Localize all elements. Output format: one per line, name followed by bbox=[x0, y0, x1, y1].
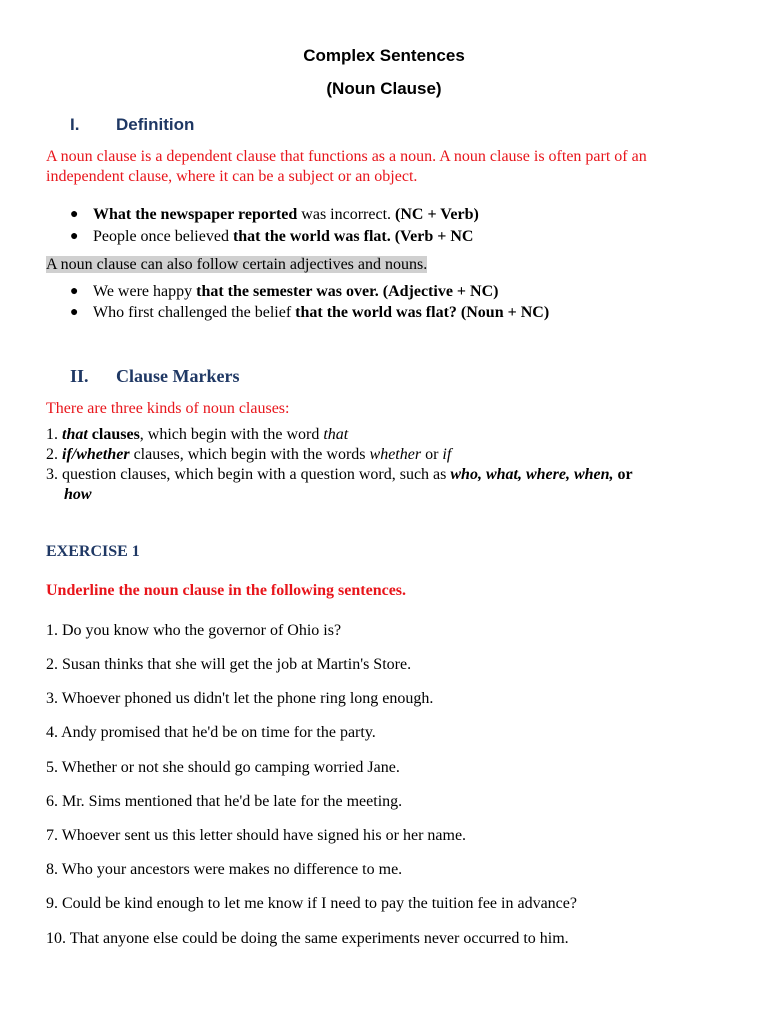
list-item: 6. Mr. Sims mentioned that he'd be late for the meeting. bbox=[46, 793, 403, 810]
list-item: 7. Whoever sent us this letter should have signed his or her name. bbox=[46, 827, 467, 844]
list-item: 8. Who your ancestors were makes no difference to me. bbox=[46, 861, 403, 878]
marker-2-em2: whether bbox=[369, 446, 422, 463]
list-item: 2. Susan thinks that she will get the job at Martin's Store. bbox=[46, 656, 412, 673]
clause-markers-intro: There are three kinds of noun clauses: bbox=[46, 400, 290, 417]
example-a-2-bold: that the world was flat. (Verb + NC bbox=[232, 228, 474, 245]
marker-3-number: 3. bbox=[46, 466, 58, 483]
example-a-1-bold: What the newspaper reported bbox=[93, 206, 298, 223]
marker-1-em2: that bbox=[323, 426, 349, 443]
marker-2-em3: if bbox=[442, 446, 452, 463]
marker-3-cont: how bbox=[64, 486, 92, 503]
list-item: 9. Could be kind enough to let me know if I need to pay the tuition fee in advance? bbox=[46, 895, 577, 912]
note-text: A noun clause can also follow certain adjectives and nouns. bbox=[46, 256, 428, 273]
marker-2-number: 2. bbox=[46, 446, 58, 463]
section-1-number: I. bbox=[70, 115, 80, 134]
marker-item-2 bbox=[46, 445, 451, 465]
marker-1-bold: clauses bbox=[87, 426, 140, 443]
document-subtitle: (Noun Clause) bbox=[326, 79, 442, 98]
example-b-2-normal: Who first challenged the belief bbox=[93, 304, 296, 321]
example-a-1-tag: (NC + Verb) bbox=[395, 206, 479, 223]
example-b-1-bold: that the semester was over. (Adjective + NC) bbox=[196, 283, 499, 300]
marker-1-number: 1. bbox=[46, 426, 58, 443]
marker-item-3 bbox=[46, 465, 633, 485]
bullet-icon: ● bbox=[70, 284, 79, 299]
marker-item-3-cont bbox=[64, 485, 92, 505]
section-2-number: II. bbox=[70, 366, 89, 386]
bullet-icon: ● bbox=[70, 207, 79, 222]
example-a-2 bbox=[93, 228, 473, 246]
list-item: 3. Whoever phoned us didn't let the phone ring long enough. bbox=[46, 690, 434, 707]
section-1-heading: Definition bbox=[116, 115, 195, 134]
example-a-1-normal: was incorrect. bbox=[297, 206, 396, 223]
example-b-2 bbox=[93, 304, 549, 322]
section-2-heading: Clause Markers bbox=[116, 366, 240, 386]
example-b-2-bold: that the world was flat? (Noun + NC) bbox=[295, 304, 550, 321]
example-a-2-normal: People once believed bbox=[93, 228, 233, 245]
marker-2-em: if/whether bbox=[62, 446, 130, 463]
marker-2-rest2: or bbox=[421, 446, 443, 463]
exercise-title: EXERCISE 1 bbox=[46, 543, 140, 560]
list-item: 5. Whether or not she should go camping worried Jane. bbox=[46, 759, 400, 776]
marker-3-rest2: or bbox=[613, 466, 633, 483]
list-item: 1. Do you know who the governor of Ohio is? bbox=[46, 622, 342, 639]
marker-2-rest: clauses, which begin with the words bbox=[129, 446, 370, 463]
marker-3-rest: question clauses, which begin with a question word, such as bbox=[62, 466, 451, 483]
marker-1-em: that bbox=[62, 426, 88, 443]
marker-item-1 bbox=[46, 425, 348, 445]
example-b-1-normal: We were happy bbox=[93, 283, 197, 300]
definition-line-1: A noun clause is a dependent clause that functions as a noun. A noun clause is often part of an bbox=[46, 148, 647, 165]
note-highlight bbox=[46, 255, 427, 275]
list-item: 10. That anyone else could be doing the same experiments never occurred to him. bbox=[46, 930, 569, 947]
exercise-instruction: Underline the noun clause in the following sentences. bbox=[46, 582, 407, 599]
document-title: Complex Sentences bbox=[303, 46, 465, 65]
example-a-1 bbox=[93, 206, 479, 224]
bullet-icon: ● bbox=[70, 305, 79, 320]
bullet-icon: ● bbox=[70, 229, 79, 244]
definition-line-2: independent clause, where it can be a subject or an object. bbox=[46, 168, 418, 185]
marker-1-rest: , which begin with the word bbox=[139, 426, 324, 443]
marker-3-em: who, what, where, when, bbox=[450, 466, 614, 483]
example-b-1 bbox=[93, 283, 498, 301]
list-item: 4. Andy promised that he'd be on time for the party. bbox=[46, 724, 376, 741]
